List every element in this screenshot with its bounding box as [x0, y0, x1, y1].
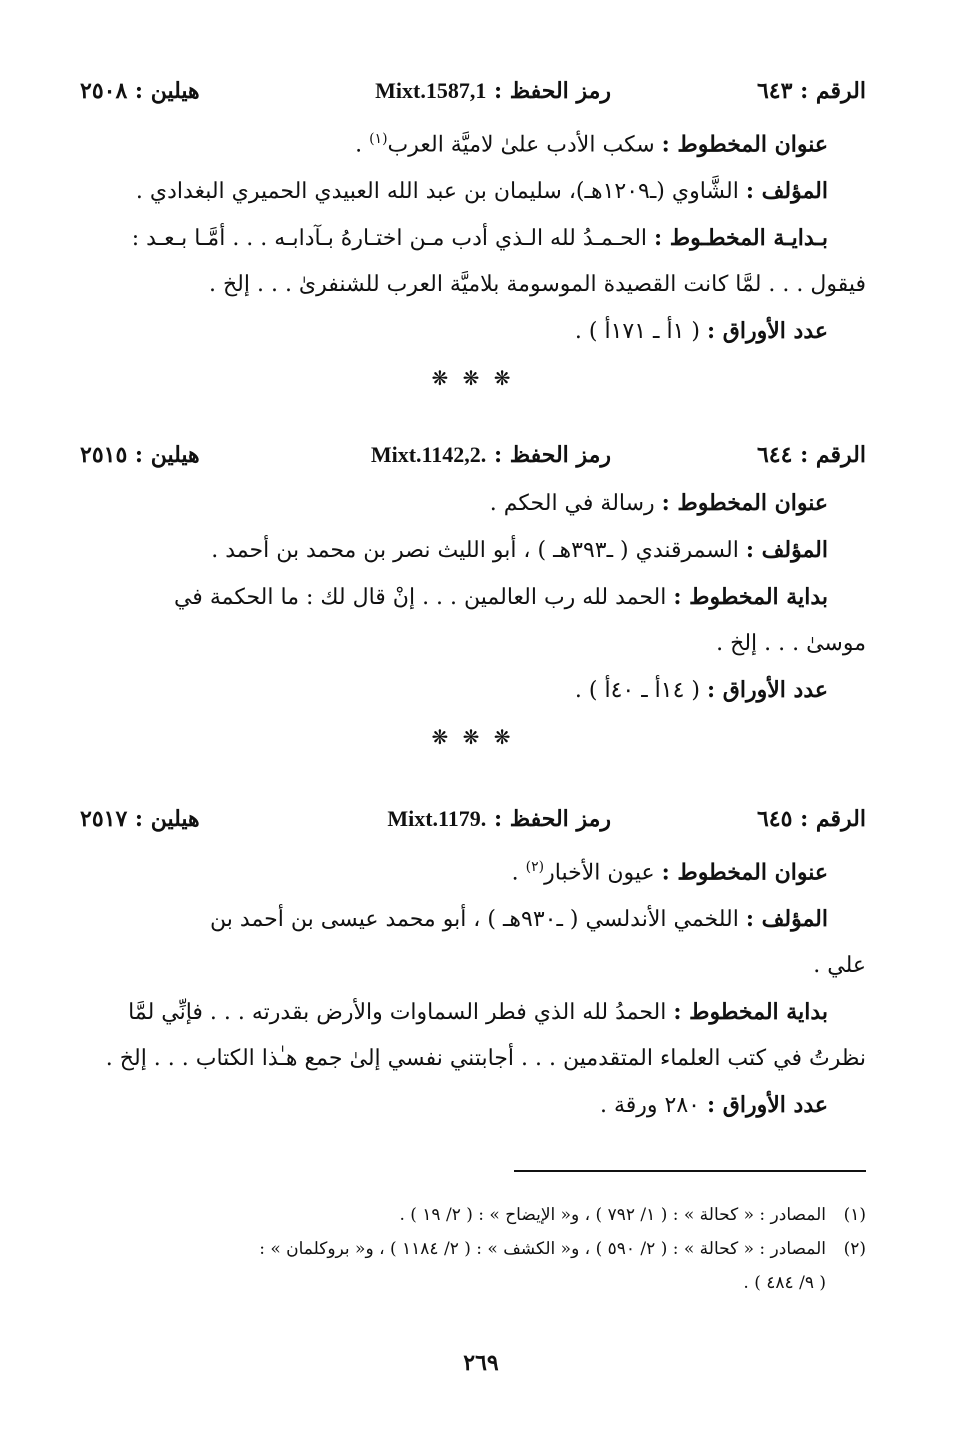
storage-code: [371, 442, 611, 468]
title-value: سكب الأدب علىٰ لاميَّة العرب: [387, 132, 655, 158]
footnotes: [80, 1198, 866, 1300]
storage-code-label: رمز الحفظ :: [493, 442, 611, 468]
entry-number: الرقم : ٦٤٥: [756, 806, 866, 832]
title-label: عنوان المخطوط :: [661, 859, 828, 886]
leaves-line: [80, 1082, 866, 1129]
beginning-label: بداية المخطوط :: [673, 999, 828, 1026]
storage-code-value: Mixt.1179.: [387, 806, 487, 831]
manuscript-title-line: [80, 480, 866, 527]
leaves-line: [80, 308, 866, 355]
storage-code-label: رمز الحفظ :: [493, 78, 611, 104]
author-label: المؤلف :: [745, 178, 828, 205]
title-end: .: [489, 491, 504, 516]
footnote-ref: (١): [369, 131, 388, 147]
beginning-line: [80, 989, 866, 1036]
beginning-line: [80, 215, 866, 262]
leaves-value: ( ١٤أ ـ ٤٠أ ) .: [574, 678, 700, 703]
footnote-continuation: ( ٩/ ٤٨٤ ) .: [743, 1273, 826, 1293]
beginning-continuation: فيقول . . . لمَّا كانت القصيدة الموسومة بلاميَّة العرب للشنفرىٰ . . . إلخ .: [208, 272, 866, 298]
entry-644: [80, 434, 866, 760]
author-continuation: علي .: [813, 953, 866, 979]
beginning-continuation: موسىٰ . . . إلخ .: [716, 631, 866, 656]
storage-code: [375, 78, 611, 104]
storage-code-label: رمز الحفظ :: [493, 806, 611, 832]
section-separator: ❋ ❋ ❋: [431, 725, 515, 749]
entry-643: [80, 70, 866, 401]
footnote-ref: (٢): [525, 859, 545, 875]
author-value: اللخمي الأندلسي ( ـ٩٣٠هـ ) ، أبو محمد عيسى بن أحمد بن: [210, 907, 739, 933]
manuscript-title-line: [80, 116, 866, 168]
beginning-text: الحمد لله رب العالمين . . . إنْ قال لك : ما الحكمة في: [173, 585, 667, 610]
entry-header: [80, 434, 866, 480]
leaves-value: ( ١أ ـ ١٧١أ ) .: [574, 319, 700, 345]
helin-number: هيلين : ٢٥١٧: [80, 806, 200, 832]
title-end: .: [355, 132, 370, 158]
entry-number: الرقم : ٦٤٤: [756, 442, 866, 468]
title-value: عيون الأخبار: [544, 860, 655, 886]
entry-header: [80, 798, 866, 844]
author-value: الشَّاوي (ـ١٢٠٩هـ)، سليمان بن عبد الله العبيدي الحميري البغدادي .: [135, 179, 739, 205]
beginning-label: بداية المخطوط :: [673, 584, 828, 610]
beginning-line: [80, 574, 866, 621]
footnote-number: (٢): [843, 1239, 866, 1259]
author-value: السمرقندي ( ـ٣٩٣هـ ) ، أبو الليث نصر بن محمد بن أحمد .: [211, 538, 739, 563]
author-line: [80, 168, 866, 215]
leaves-value: ٢٨٠ ورقة .: [600, 1093, 700, 1119]
storage-code: [387, 806, 611, 832]
storage-code-value: Mixt.1142,2.: [370, 442, 487, 467]
author-label: المؤلف :: [745, 537, 828, 563]
entry-number: الرقم : ٦٤٣: [756, 78, 866, 104]
beginning-text: الحمدُ لله الذي فطر السماوات والأرض بقدرته . . . فإنِّي لمَّا: [128, 1000, 667, 1026]
footnote-1: [80, 1198, 866, 1232]
footnote-text: المصادر : « كحالة » : ( ٢/ ٥٩٠ ) ، و« الكشف » : ( ٢/ ١١٨٤ ) ، و« بروكلمان » :: [259, 1239, 826, 1259]
footnote-text: المصادر : « كحالة » : ( ١/ ٧٩٢ ) ، و« الإيضاح » : ( ٢/ ١٩ ) .: [399, 1205, 826, 1225]
leaves-line: [80, 667, 866, 714]
helin-number: هيلين : ٢٥٠٨: [80, 78, 200, 104]
author-line: [80, 896, 866, 943]
leaves-label: عدد الأوراق :: [707, 318, 828, 345]
helin-number: هيلين : ٢٥١٥: [80, 442, 200, 468]
section-separator: ❋ ❋ ❋: [431, 366, 515, 391]
storage-code-value: Mixt.1587,1: [375, 78, 487, 103]
title-label: عنوان المخطوط :: [661, 490, 828, 516]
author-line: [80, 527, 866, 574]
title-end: .: [511, 860, 526, 886]
leaves-label: عدد الأوراق :: [707, 1092, 828, 1119]
footnote-rule: [514, 1170, 866, 1172]
beginning-text: الحـمـدُ لله الـذي أدب مـن اختـارهُ بـآدابـه . . . أمَّـا بـعـد :: [131, 226, 648, 252]
title-value: رسالة في الحكم: [503, 491, 655, 516]
entry-header: [80, 70, 866, 116]
page-number: ٢٦٩: [463, 1350, 499, 1376]
title-label: عنوان المخطوط :: [661, 131, 828, 158]
footnote-2: [80, 1232, 866, 1300]
manuscript-title-line: [80, 844, 866, 896]
beginning-label: بـدايـة المخطـوط :: [654, 225, 828, 252]
beginning-continuation: نظرتُ في كتب العلماء المتقدمين . . . أجابتني نفسي إلىٰ جمع هـٰذا الكتاب . . . إلخ .: [105, 1046, 866, 1072]
footnote-number: (١): [843, 1205, 866, 1225]
author-label: المؤلف :: [745, 906, 828, 933]
leaves-label: عدد الأوراق :: [707, 677, 828, 703]
entry-645: [80, 798, 866, 1129]
